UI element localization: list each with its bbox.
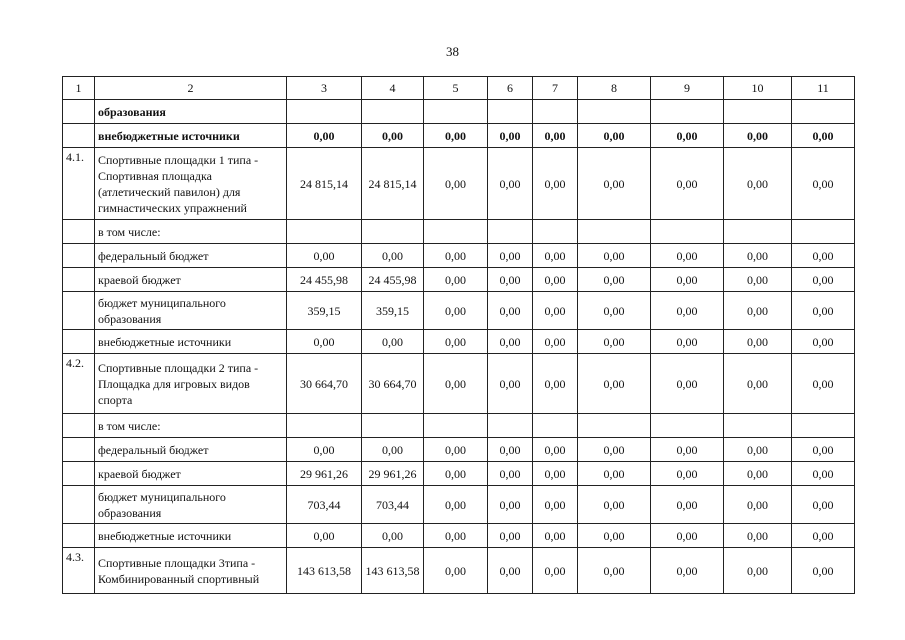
value-cell: 0,00 xyxy=(724,124,792,148)
value-cell: 29 961,26 xyxy=(362,462,424,486)
row-name-cell: Спортивные площадки 2 типа - Площадка для игровых видов спорта xyxy=(95,354,287,414)
value-cell: 0,00 xyxy=(578,548,651,594)
value-cell: 0,00 xyxy=(533,292,578,330)
row-name-cell: в том числе: xyxy=(95,220,287,244)
value-cell: 0,00 xyxy=(533,486,578,524)
header-cell: 5 xyxy=(424,77,488,100)
value-cell xyxy=(362,414,424,438)
value-cell: 30 664,70 xyxy=(287,354,362,414)
row-number-cell xyxy=(63,244,95,268)
value-cell xyxy=(578,100,651,124)
value-cell: 0,00 xyxy=(424,486,488,524)
value-cell: 0,00 xyxy=(533,438,578,462)
value-cell: 0,00 xyxy=(488,486,533,524)
value-cell: 0,00 xyxy=(651,330,724,354)
value-cell: 0,00 xyxy=(488,462,533,486)
value-cell xyxy=(792,220,855,244)
value-cell: 0,00 xyxy=(651,486,724,524)
value-cell: 0,00 xyxy=(792,330,855,354)
value-cell: 0,00 xyxy=(362,438,424,462)
value-cell: 0,00 xyxy=(488,524,533,548)
value-cell: 0,00 xyxy=(792,268,855,292)
value-cell: 0,00 xyxy=(424,462,488,486)
row-number-cell xyxy=(63,330,95,354)
value-cell: 24 455,98 xyxy=(362,268,424,292)
value-cell: 0,00 xyxy=(287,524,362,548)
value-cell xyxy=(488,414,533,438)
value-cell: 0,00 xyxy=(578,462,651,486)
value-cell: 0,00 xyxy=(488,268,533,292)
value-cell: 30 664,70 xyxy=(362,354,424,414)
row-name-cell: краевой бюджет xyxy=(95,268,287,292)
table-row xyxy=(63,354,855,414)
value-cell: 143 613,58 xyxy=(287,548,362,594)
value-cell: 0,00 xyxy=(578,148,651,220)
row-number-cell: 4.3. xyxy=(63,548,95,594)
value-cell: 24 455,98 xyxy=(287,268,362,292)
value-cell xyxy=(724,414,792,438)
table-row xyxy=(63,244,855,268)
value-cell: 0,00 xyxy=(724,486,792,524)
value-cell: 0,00 xyxy=(724,268,792,292)
header-cell: 4 xyxy=(362,77,424,100)
row-number-cell xyxy=(63,462,95,486)
row-number-cell xyxy=(63,268,95,292)
value-cell: 0,00 xyxy=(578,486,651,524)
header-cell: 8 xyxy=(578,77,651,100)
row-number-cell xyxy=(63,292,95,330)
value-cell: 0,00 xyxy=(724,548,792,594)
value-cell: 703,44 xyxy=(362,486,424,524)
value-cell: 0,00 xyxy=(651,268,724,292)
value-cell: 0,00 xyxy=(488,354,533,414)
table-row xyxy=(63,462,855,486)
row-number-cell xyxy=(63,124,95,148)
row-name-cell: образования xyxy=(95,100,287,124)
value-cell: 0,00 xyxy=(424,548,488,594)
header-cell: 10 xyxy=(724,77,792,100)
value-cell xyxy=(424,220,488,244)
value-cell: 29 961,26 xyxy=(287,462,362,486)
value-cell xyxy=(488,220,533,244)
value-cell: 0,00 xyxy=(424,148,488,220)
value-cell xyxy=(792,414,855,438)
value-cell: 0,00 xyxy=(792,462,855,486)
value-cell: 24 815,14 xyxy=(287,148,362,220)
table-row xyxy=(63,524,855,548)
value-cell xyxy=(287,414,362,438)
value-cell: 0,00 xyxy=(724,438,792,462)
value-cell: 0,00 xyxy=(792,438,855,462)
row-name-cell: внебюджетные источники xyxy=(95,524,287,548)
value-cell: 0,00 xyxy=(792,244,855,268)
row-name-cell: федеральный бюджет xyxy=(95,438,287,462)
header-cell: 6 xyxy=(488,77,533,100)
table-row xyxy=(63,292,855,330)
table-row xyxy=(63,414,855,438)
table-row xyxy=(63,268,855,292)
value-cell: 0,00 xyxy=(724,244,792,268)
value-cell: 0,00 xyxy=(424,268,488,292)
value-cell: 0,00 xyxy=(792,292,855,330)
header-row xyxy=(63,77,855,100)
header-cell: 7 xyxy=(533,77,578,100)
value-cell: 0,00 xyxy=(724,330,792,354)
value-cell: 703,44 xyxy=(287,486,362,524)
value-cell: 0,00 xyxy=(651,292,724,330)
value-cell: 0,00 xyxy=(724,148,792,220)
value-cell: 0,00 xyxy=(724,462,792,486)
value-cell: 0,00 xyxy=(792,354,855,414)
value-cell xyxy=(651,414,724,438)
budget-table xyxy=(62,76,855,594)
table-row xyxy=(63,548,855,594)
value-cell: 0,00 xyxy=(578,292,651,330)
row-number-cell: 4.2. xyxy=(63,354,95,414)
value-cell: 0,00 xyxy=(724,292,792,330)
value-cell: 0,00 xyxy=(424,330,488,354)
value-cell: 0,00 xyxy=(533,244,578,268)
row-number-cell xyxy=(63,100,95,124)
value-cell: 0,00 xyxy=(362,330,424,354)
value-cell xyxy=(488,100,533,124)
value-cell: 0,00 xyxy=(488,438,533,462)
value-cell: 0,00 xyxy=(578,438,651,462)
value-cell: 0,00 xyxy=(362,124,424,148)
value-cell xyxy=(533,414,578,438)
value-cell: 0,00 xyxy=(651,148,724,220)
table-row xyxy=(63,438,855,462)
row-name-cell: бюджет муниципального образования xyxy=(95,292,287,330)
value-cell: 0,00 xyxy=(651,548,724,594)
value-cell: 0,00 xyxy=(792,124,855,148)
value-cell: 0,00 xyxy=(792,486,855,524)
value-cell: 0,00 xyxy=(533,330,578,354)
value-cell xyxy=(424,414,488,438)
value-cell: 0,00 xyxy=(792,524,855,548)
value-cell: 0,00 xyxy=(533,268,578,292)
value-cell: 0,00 xyxy=(651,462,724,486)
row-number-cell xyxy=(63,414,95,438)
row-name-cell: краевой бюджет xyxy=(95,462,287,486)
value-cell: 0,00 xyxy=(424,354,488,414)
header-cell: 2 xyxy=(95,77,287,100)
value-cell xyxy=(578,414,651,438)
row-number-cell xyxy=(63,220,95,244)
value-cell: 0,00 xyxy=(287,330,362,354)
value-cell: 0,00 xyxy=(792,548,855,594)
value-cell: 0,00 xyxy=(578,244,651,268)
value-cell: 0,00 xyxy=(362,244,424,268)
row-name-cell: в том числе: xyxy=(95,414,287,438)
value-cell: 0,00 xyxy=(651,438,724,462)
value-cell: 0,00 xyxy=(651,524,724,548)
value-cell: 0,00 xyxy=(724,354,792,414)
value-cell xyxy=(287,220,362,244)
row-number-cell xyxy=(63,438,95,462)
value-cell xyxy=(362,100,424,124)
value-cell: 0,00 xyxy=(651,124,724,148)
row-number-cell xyxy=(63,486,95,524)
value-cell: 0,00 xyxy=(533,124,578,148)
row-name-cell: федеральный бюджет xyxy=(95,244,287,268)
header-cell: 3 xyxy=(287,77,362,100)
value-cell xyxy=(533,220,578,244)
value-cell xyxy=(362,220,424,244)
value-cell: 0,00 xyxy=(488,330,533,354)
value-cell: 0,00 xyxy=(488,548,533,594)
value-cell: 359,15 xyxy=(287,292,362,330)
value-cell xyxy=(424,100,488,124)
value-cell: 0,00 xyxy=(578,124,651,148)
value-cell xyxy=(724,220,792,244)
table-row xyxy=(63,124,855,148)
row-number-cell: 4.1. xyxy=(63,148,95,220)
value-cell xyxy=(792,100,855,124)
value-cell: 0,00 xyxy=(287,124,362,148)
value-cell xyxy=(651,100,724,124)
value-cell: 0,00 xyxy=(424,438,488,462)
row-name-cell: бюджет муниципального образования xyxy=(95,486,287,524)
row-name-cell: Спортивные площадки 1 типа - Спортивная площадка (атлетический павилон) для гимнастических упражнений xyxy=(95,148,287,220)
value-cell: 0,00 xyxy=(578,268,651,292)
value-cell: 0,00 xyxy=(533,354,578,414)
value-cell xyxy=(533,100,578,124)
row-name-cell: внебюджетные источники xyxy=(95,124,287,148)
value-cell: 0,00 xyxy=(488,292,533,330)
value-cell: 0,00 xyxy=(488,244,533,268)
page-number: 38 xyxy=(446,44,459,59)
value-cell: 0,00 xyxy=(792,148,855,220)
value-cell: 0,00 xyxy=(651,354,724,414)
value-cell: 24 815,14 xyxy=(362,148,424,220)
value-cell: 0,00 xyxy=(578,524,651,548)
row-number-cell xyxy=(63,524,95,548)
value-cell: 0,00 xyxy=(651,244,724,268)
header-cell: 9 xyxy=(651,77,724,100)
value-cell xyxy=(651,220,724,244)
table-row xyxy=(63,100,855,124)
value-cell: 359,15 xyxy=(362,292,424,330)
value-cell: 0,00 xyxy=(287,244,362,268)
value-cell: 0,00 xyxy=(488,148,533,220)
value-cell: 0,00 xyxy=(533,148,578,220)
value-cell: 0,00 xyxy=(578,330,651,354)
value-cell: 0,00 xyxy=(533,462,578,486)
value-cell: 0,00 xyxy=(724,524,792,548)
table-row xyxy=(63,486,855,524)
row-name-cell: внебюджетные источники xyxy=(95,330,287,354)
value-cell: 0,00 xyxy=(533,524,578,548)
value-cell: 0,00 xyxy=(488,124,533,148)
table-row xyxy=(63,220,855,244)
value-cell xyxy=(287,100,362,124)
value-cell: 0,00 xyxy=(533,548,578,594)
table-row xyxy=(63,148,855,220)
table-body xyxy=(63,77,855,594)
header-cell: 1 xyxy=(63,77,95,100)
row-name-cell: Спортивные площадки 3типа - Комбинированный спортивный xyxy=(95,548,287,594)
table-row xyxy=(63,330,855,354)
header-cell: 11 xyxy=(792,77,855,100)
value-cell: 0,00 xyxy=(287,438,362,462)
value-cell: 0,00 xyxy=(424,124,488,148)
value-cell: 0,00 xyxy=(424,244,488,268)
value-cell: 0,00 xyxy=(578,354,651,414)
value-cell: 143 613,58 xyxy=(362,548,424,594)
value-cell xyxy=(578,220,651,244)
value-cell xyxy=(724,100,792,124)
value-cell: 0,00 xyxy=(424,524,488,548)
value-cell: 0,00 xyxy=(362,524,424,548)
value-cell: 0,00 xyxy=(424,292,488,330)
